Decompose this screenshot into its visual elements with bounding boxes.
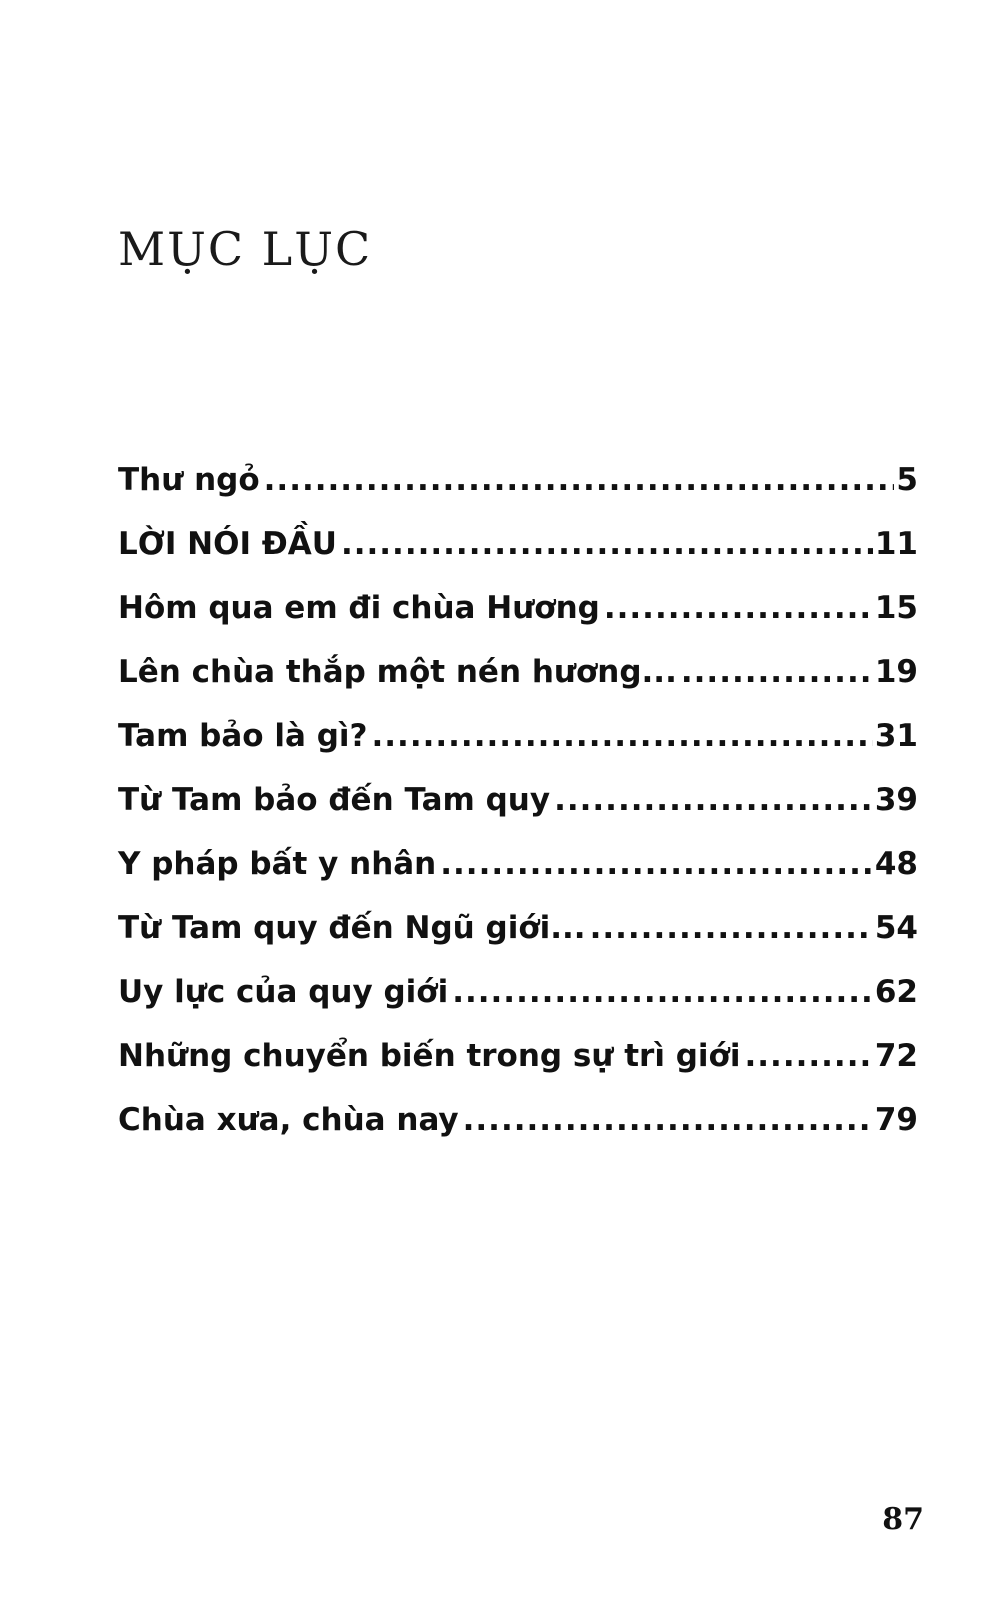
toc-entry[interactable] <box>118 974 918 1038</box>
dot-leader <box>372 718 873 754</box>
dot-leader <box>554 782 873 818</box>
toc-entry[interactable] <box>118 590 918 654</box>
page-number: 87 <box>882 1502 924 1537</box>
dot-leader <box>264 462 895 498</box>
dot-leader <box>681 654 873 690</box>
toc-entry-page: 19 <box>874 654 918 690</box>
toc-entry[interactable] <box>118 718 918 782</box>
dot-leader <box>452 974 873 1010</box>
dot-leader <box>604 590 873 626</box>
toc-entry-title: Hôm qua em đi chùa Hương <box>118 590 600 626</box>
toc-entry-title: Những chuyển biến trong sự trì giới <box>118 1038 741 1074</box>
toc-entry[interactable] <box>118 846 918 910</box>
toc-entry-title: Từ Tam quy đến Ngũ giới... <box>118 910 586 946</box>
toc-entry-page: 48 <box>874 846 918 882</box>
toc-entry-page: 11 <box>874 526 918 562</box>
toc-title: MỤC LỤC <box>118 222 373 276</box>
toc-entry-title: LỜI NÓI ĐẦU <box>118 526 337 562</box>
dot-leader <box>590 910 873 946</box>
toc-entry-page: 54 <box>874 910 918 946</box>
dot-leader <box>744 1038 872 1074</box>
toc-entry-title: Lên chùa thắp một nén hương... <box>118 654 677 690</box>
toc-entry[interactable] <box>118 654 918 718</box>
toc-entry-title: Tam bảo là gì? <box>118 718 368 754</box>
toc-entry[interactable] <box>118 526 918 590</box>
toc-entry-page: 15 <box>874 590 918 626</box>
toc-entry-page: 79 <box>874 1102 918 1138</box>
toc-entry[interactable] <box>118 1038 918 1102</box>
toc-entry-title: Chùa xưa, chùa nay <box>118 1102 459 1138</box>
toc-entry-page: 39 <box>874 782 918 818</box>
dot-leader <box>463 1102 873 1138</box>
toc-entry-page: 5 <box>896 462 918 498</box>
toc-entry-title: Từ Tam bảo đến Tam quy <box>118 782 551 818</box>
toc-entry-title: Y pháp bất y nhân <box>118 846 437 882</box>
dot-leader <box>440 846 873 882</box>
toc-entry[interactable] <box>118 782 918 846</box>
toc-entry-page: 72 <box>874 1038 918 1074</box>
toc-entry[interactable] <box>118 910 918 974</box>
toc-entry-page: 62 <box>874 974 918 1010</box>
toc-entry[interactable] <box>118 1102 918 1166</box>
toc-entry-title: Uy lực của quy giới <box>118 974 449 1010</box>
toc-entry[interactable] <box>118 462 918 526</box>
toc-entry-page: 31 <box>874 718 918 754</box>
toc-list <box>118 462 918 1166</box>
dot-leader <box>341 526 873 562</box>
toc-entry-title: Thư ngỏ <box>118 462 260 498</box>
